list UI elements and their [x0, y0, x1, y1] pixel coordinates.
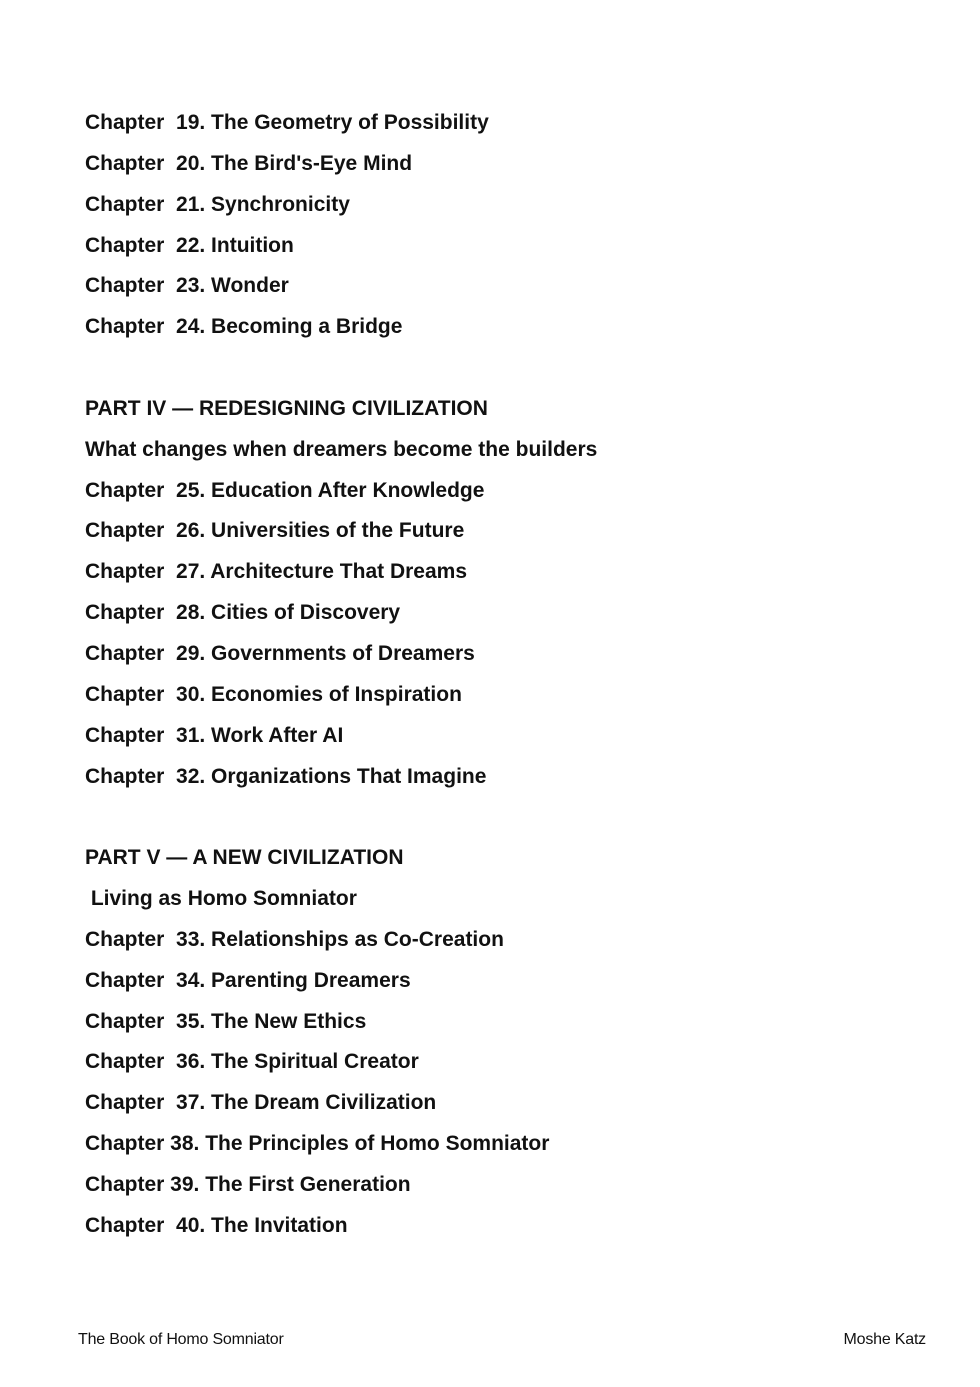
footer-book-title: The Book of Homo Somniator	[78, 1331, 284, 1348]
toc-entry-chapter-25: Chapter 25. Education After Knowledge	[85, 478, 485, 502]
toc-entry-chapter-40: Chapter 40. The Invitation	[85, 1213, 348, 1237]
toc-entry-chapter-37: Chapter 37. The Dream Civilization	[85, 1091, 437, 1115]
table-of-contents	[85, 106, 945, 1250]
part-heading-iv: PART IV — REDESIGNING CIVILIZATION	[85, 396, 488, 420]
toc-entry-chapter-33: Chapter 33. Relationships as Co-Creation	[85, 927, 504, 951]
toc-entry-chapter-21: Chapter 21. Synchronicity	[85, 192, 350, 216]
toc-entry-chapter-23: Chapter 23. Wonder	[85, 274, 289, 298]
toc-entry-chapter-32: Chapter 32. Organizations That Imagine	[85, 764, 487, 788]
toc-entry-chapter-31: Chapter 31. Work After AI	[85, 723, 344, 747]
section-spacer	[85, 351, 945, 392]
toc-entry-chapter-34: Chapter 34. Parenting Dreamers	[85, 968, 411, 992]
toc-entry-chapter-19: Chapter 19. The Geometry of Possibility	[85, 111, 489, 134]
part-subtitle-v: Living as Homo Somniator	[85, 887, 357, 911]
toc-entry-chapter-24: Chapter 24. Becoming a Bridge	[85, 315, 403, 339]
toc-entry-chapter-22: Chapter 22. Intuition	[85, 233, 294, 257]
toc-entry-chapter-20: Chapter 20. The Bird's-Eye Mind	[85, 151, 413, 175]
toc-entry-chapter-39: Chapter 39. The First Generation	[85, 1172, 411, 1196]
part-subtitle-iv: What changes when dreamers become the builders	[85, 437, 598, 461]
toc-entry-chapter-38: Chapter 38. The Principles of Homo Somniator	[85, 1132, 550, 1156]
toc-entry-chapter-26: Chapter 26. Universities of the Future	[85, 519, 465, 543]
footer-author: Moshe Katz	[843, 1331, 926, 1348]
section-spacer	[85, 800, 945, 841]
toc-entry-chapter-28: Chapter 28. Cities of Discovery	[85, 601, 401, 625]
toc-entry-chapter-27: Chapter 27. Architecture That Dreams	[85, 560, 468, 584]
toc-entry-chapter-29: Chapter 29. Governments of Dreamers	[85, 641, 475, 665]
toc-entry-chapter-30: Chapter 30. Economies of Inspiration	[85, 682, 462, 706]
toc-entry-chapter-35: Chapter 35. The New Ethics	[85, 1009, 367, 1033]
part-heading-v: PART V — A NEW CIVILIZATION	[85, 846, 404, 870]
toc-entry-chapter-36: Chapter 36. The Spiritual Creator	[85, 1050, 419, 1074]
